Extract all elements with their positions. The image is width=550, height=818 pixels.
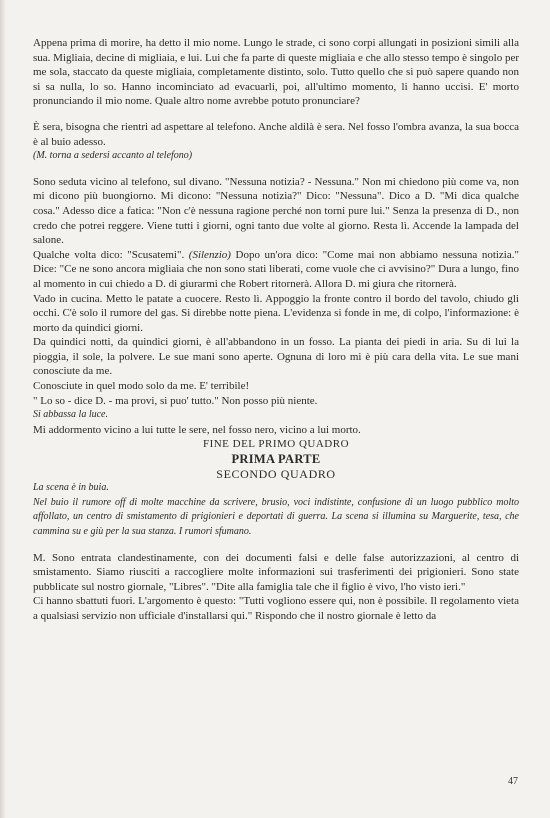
body-text (33, 36, 519, 624)
scene-title: SECONDO QUADRO (216, 466, 336, 481)
paragraph: Sono seduta vicino al telefono, sul divano. "Nessuna notizia? - Nessuna." Non mi chiedono più come va, non mi dicono più buongiorno. Mi dicono: "Nessuna notizia?" Dico: "Nessuna". Dico a D. "Mi dica qualche cosa." Adesso dice a fatica: "Non c'è nessuna ragione perché non torni pure lui." Senza la presenza di D., non credo che potrei reggere. Viene tutti i giorni, ogni tanto due volte al giorno. Resta lì. Accende la lampada del salone. (33, 175, 519, 247)
page-number: 47 (508, 776, 518, 787)
paragraph: Appena prima di morire, ha detto il mio nome. Lungo le strade, ci sono corpi allungati in posizioni simili alla sua. Migliaia, decine di migliaia, e lui. Lui che fa parte di queste migliaia e che allo stesso tempo è singolo per me sola, staccato da queste migliaia, completamente distinto, solo. Tutto quello che si può sapere quando non si sa nulla, lo so. Hanno incominciato ad evacuarli, poi, all'ultimo momento, li hanno uccisi. E' morto pronunciando il mio nome. Quale altro nome avrebbe potuto pronunciare? (33, 37, 519, 108)
stage-direction-inline: (Silenzio) (188, 248, 231, 261)
paragraph: M. Sono entrata clandestinamente, con dei documenti falsi e delle false autorizzazioni, al centro di smistamento. Siamo riusciti a raccogliere molte informazioni sui trasferimenti dei prigionieri. Sono state pubblicate sul nostro giornale, "Libres". "Dite alla famiglia tale che il figlio è vivo, l'ho visto ieri." (33, 551, 519, 593)
page-gutter-shadow (0, 0, 6, 818)
end-of-scene-marker: FINE DEL PRIMO QUADRO (202, 438, 350, 451)
stage-direction: (M. torna a sedersi accanto al telefono) (33, 150, 193, 162)
paragraph: Mi addormento vicino a lui tutte le sere, nel fosso nero, vicino a lui morto. (33, 423, 361, 436)
stage-direction: La scena è in buia. (33, 482, 109, 494)
paragraph-part: Qualche volta dico: "Scusatemi". (33, 248, 189, 261)
part-title: PRIMA PARTE (231, 452, 321, 467)
paragraph: Conosciute in quel modo solo da me. E' terribile! (33, 380, 250, 393)
paragraph: " Lo so - dice D. - ma provi, si puo' tutto." Non posso più niente. (33, 394, 318, 407)
paragraph: Vado in cucina. Metto le patate a cuocere. Resto lì. Appoggio la fronte contro il bordo del tavolo, chiudo gli occhi. C'è solo il rumore del gas. Si direbbe notte piena. L'evidenza si fonde in me, di colpo, l'informazione: è morto da quindici giorni. (33, 292, 519, 334)
paragraph-part: Dopo un'ora dico: "Come mai non abbiamo nessuna notizia." Dice: "Ce ne sono ancora migliaia che non sono stati liberati, come vuole che ci avvisino?" Dura a lungo, fino al momento in cui chiedo a D. di giurarmi che Robert ritornerà. Allora D. mi giura che ritornerà. (33, 248, 519, 290)
stage-direction: Nel buio il rumore off di molte macchine da scrivere, brusio, voci indistinte, confusione di un luogo pubblico molto affollato, un centro di smistamento di prigionieri e deportati di guerra. La scena si illumina su Marguerite, tesa, che cammina su e giù per la sua stanza. I rumori sfumano. (33, 496, 519, 537)
paragraph: Ci hanno sbattuti fuori. L'argomento è questo: "Tutti vogliono essere qui, non è possibile. Il regolamento vieta a qualsiasi servizio non ufficiale d'installarsi qui." Rispondo che il nostro giornale è letto da (33, 595, 519, 622)
stage-direction: Si abbassa la luce. (33, 409, 108, 421)
paragraph (33, 248, 519, 292)
paragraph: Da quindici notti, da quindici giorni, è all'abbandono in un fosso. La pianta dei piedi in aria. Su di lui la pioggia, il sole, la polvere. Le sue mani sono aperte. Ognuna di loro mi è più cara della vita. Le sue mani conosciute da me. (33, 336, 519, 378)
paragraph: È sera, bisogna che rientri ad aspettare al telefono. Anche aldilà è sera. Nel fosso l'ombra avanza, la sua bocca è al buio adesso. (33, 120, 519, 148)
